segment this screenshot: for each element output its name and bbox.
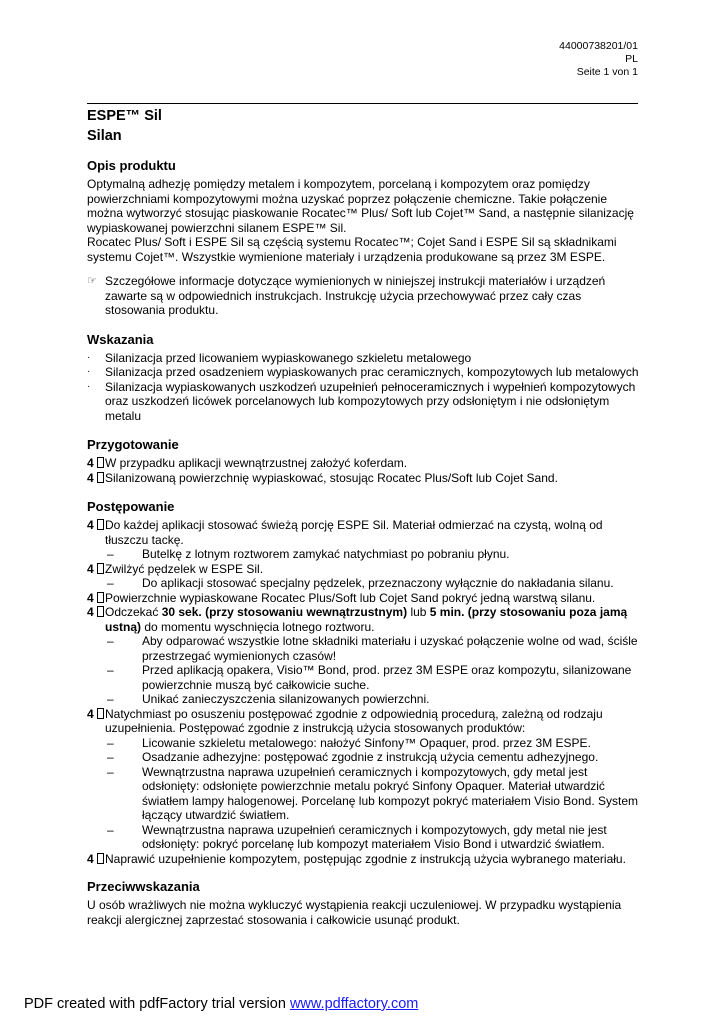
paragraph: Optymalną adhezję pomiędzy metalem i kompozytem, porcelaną i kompozytem oraz pomiędzy powierzchniami kompozytowymi można uzyskać poprzez połączenie chemiczne. Takie połączenie można wytworzyć stosując piaskowanie Rocatec™ Plus/ Soft lub Cojet™ Sand, a następnie silanizację wypiaskowanej powierzchni silanem ESPE™ Sil. xyxy=(87,177,634,235)
bullet: · xyxy=(87,380,91,392)
list-item xyxy=(87,351,640,366)
section-indications xyxy=(87,332,640,424)
step-marker: 4 xyxy=(87,518,105,547)
list-item-text: Silanizacja wypiaskowanych uszkodzeń uzupełnień pełnoceramicznych i wypełnień kompozytowych oraz uszkodzeń licówek porcelanowych lub kompozytowych przy odsłoniętym i nie odsłoniętym metalu xyxy=(105,379,636,423)
footer-text: PDF created with pdfFactory trial version xyxy=(24,996,290,1012)
bullet: · xyxy=(87,351,91,363)
section-description xyxy=(87,158,640,318)
dash: – xyxy=(107,547,114,561)
paragraph: Rocatec Plus/ Soft i ESPE Sil są częścią systemu Rocatec™; Cojet Sand i ESPE Sil są składnikami systemu Cojet™. Wszystkie wymienione materiały i urządzenia produkowane są przez 3M ESPE. xyxy=(87,235,617,264)
sub-item xyxy=(105,765,640,823)
section-heading: Opis produktu xyxy=(87,158,176,173)
note-text: Szczegółowe informacje dotyczące wymienionych w niniejszej instrukcji materiałów i urządzeń zawarte są w odpowiednich instrukcjach. Instrukcję użycia przechowywać przez cały czas stosowania produktu. xyxy=(105,274,606,317)
step-item xyxy=(87,707,640,736)
sub-item-text: Wewnątrzustna naprawa uzupełnień ceramicznych i kompozytowych, gdy metal nie jest odsłonięty: pokryć porcelanę lub kompozyt materiałem Visio Bond i utwardzić światłem. xyxy=(142,822,607,851)
dash: – xyxy=(107,634,114,648)
sub-item xyxy=(105,692,640,707)
step-marker: 4 xyxy=(87,852,105,867)
dash: – xyxy=(107,764,114,779)
sub-item xyxy=(105,663,640,692)
sub-item xyxy=(105,547,640,562)
sub-item xyxy=(105,634,640,663)
dash: – xyxy=(107,750,114,764)
box-glyph-icon xyxy=(97,592,104,603)
sub-item xyxy=(105,750,640,765)
step-text: Naprawić uzupełnienie kompozytem, postępując zgodnie z instrukcją użycia wybranego materiału. xyxy=(105,851,626,866)
sub-item xyxy=(105,576,640,591)
step-marker: 4 xyxy=(87,456,105,471)
bold-time-extraoral: 5 min. (przy stosowaniu poza jamą ustną) xyxy=(105,605,628,634)
sub-item xyxy=(105,823,640,852)
list-item-text: Silanizacja przed licowaniem wypiaskowanego szkieletu metalowego xyxy=(105,350,472,365)
box-glyph-icon xyxy=(97,519,104,530)
step-item xyxy=(87,852,640,867)
step-item xyxy=(87,605,640,634)
section-heading: Postępowanie xyxy=(87,499,175,514)
sub-item xyxy=(105,736,640,751)
sub-item-text: Licowanie szkieletu metalowego: nałożyć Sinfony™ Opaquer, prod. przez 3M ESPE. xyxy=(142,735,591,750)
dash: – xyxy=(107,576,114,590)
product-title: ESPE™ Sil xyxy=(87,108,162,124)
section-heading: Przygotowanie xyxy=(87,437,179,452)
dash: – xyxy=(107,692,114,706)
step-text: Odczekać 30 sek. (przy stosowaniu wewnątrzustnym) lub 5 min. (przy stosowaniu poza jamą ustną) do momentu wyschnięcia lotnego roztworu. xyxy=(105,605,628,634)
dash: – xyxy=(107,735,114,750)
section-preparation xyxy=(87,437,640,485)
box-glyph-icon xyxy=(97,472,104,483)
pdffactory-link[interactable]: www.pdffactory.com xyxy=(289,996,419,1012)
list-item-text: Silanizacja przed osadzeniem wypiaskowanych prac ceramicznych, kompozytowych lub metalowych xyxy=(105,365,639,379)
sub-item-text: Unikać zanieczyszczenia silanizowanych powierzchni. xyxy=(142,692,430,706)
product-subtitle: Silan xyxy=(87,128,122,144)
document-header xyxy=(559,40,638,79)
box-glyph-icon xyxy=(97,457,104,468)
step-item xyxy=(87,456,640,471)
step-marker: 4 xyxy=(87,471,105,486)
box-glyph-icon xyxy=(97,708,104,719)
doc-number: 44000738201/01 xyxy=(559,40,638,52)
step-item xyxy=(87,471,640,486)
page-indicator: Seite 1 von 1 xyxy=(576,66,638,78)
note xyxy=(87,274,640,318)
section-heading: Przeciwwskazania xyxy=(87,879,200,894)
dash: – xyxy=(107,663,114,677)
list-item xyxy=(87,365,640,380)
pointing-hand-icon: ☞ xyxy=(87,275,97,287)
list-item xyxy=(87,380,640,424)
step-item xyxy=(87,562,640,577)
bullet: · xyxy=(87,366,91,377)
sub-item-text: Aby odparować wszystkie lotne składniki materiału i uzyskać połączenie wolne od wad, ściśle przestrzegać wymienionych czasów! xyxy=(142,634,638,663)
bold-time-intraoral: 30 sek. (przy stosowaniu wewnątrzustnym) xyxy=(161,605,408,619)
dash: – xyxy=(107,822,114,837)
sub-item-text: Wewnątrzustna naprawa uzupełnień ceramicznych i kompozytowych, gdy metal jest odsłonięty: odsłonięte powierzchnie metalu pokryć Sinfony Opaquer. Materiał utwardzić światłem lampy halogenowej. Porcelanę lub kompozyt pokryć materiałem Visio Bond. System łączący utwardzić światłem. xyxy=(142,764,639,822)
sub-item-text: Butelkę z lotnym roztworem zamykać natychmiast po pobraniu płynu. xyxy=(142,547,510,561)
step-text: Powierzchnie wypiaskowane Rocatec Plus/Soft lub Cojet Sand pokryć jedną warstwą silanu. xyxy=(105,590,596,605)
language-code: PL xyxy=(625,53,638,65)
step-text: Do każdej aplikacji stosować świeżą porcję ESPE Sil. Materiał odmierzać na czystą, wolną od tłuszczu tackę. xyxy=(105,518,603,547)
step-text: Natychmiast po osuszeniu postępować zgodnie z odpowiednią procedurą, zależną od rodzaju uzupełnienia. Postępować zgodnie z instrukcją użycia stosowanych produktów: xyxy=(105,706,603,735)
header-rule xyxy=(87,103,638,104)
step-marker: 4 xyxy=(87,591,105,606)
sub-item-text: Przed aplikacją opakera, Visio™ Bond, prod. przez 3M ESPE oraz kompozytu, silanizowane powierzchnie muszą być całkowicie suche. xyxy=(142,663,632,692)
sub-item-text: Do aplikacji stosować specjalny pędzelek, przeznaczony wyłącznie do nakładania silanu. xyxy=(142,576,614,590)
document-body xyxy=(87,108,640,927)
box-glyph-icon xyxy=(97,606,104,617)
box-glyph-icon xyxy=(97,853,104,864)
step-marker: 4 xyxy=(87,707,105,736)
step-marker: 4 xyxy=(87,562,105,577)
section-procedure xyxy=(87,499,640,866)
box-glyph-icon xyxy=(97,563,104,574)
sub-item-text: Osadzanie adhezyjne: postępować zgodnie z instrukcją użycia cementu adhezyjnego. xyxy=(142,750,599,764)
step-text: Silanizowaną powierzchnię wypiaskować, stosując Rocatec Plus/Soft lub Cojet Sand. xyxy=(105,470,558,485)
step-item xyxy=(87,518,640,547)
paragraph: U osób wrażliwych nie można wykluczyć wystąpienia reakcji uczuleniowej. W przypadku wystąpienia reakcji alergicznej zaprzestać stosowania i całkowicie usunąć produkt. xyxy=(87,898,622,927)
step-text: W przypadku aplikacji wewnątrzustnej założyć koferdam. xyxy=(105,456,408,470)
step-item xyxy=(87,591,640,606)
step-marker: 4 xyxy=(87,605,105,634)
step-text: Zwilżyć pędzelek w ESPE Sil. xyxy=(105,561,264,576)
section-heading: Wskazania xyxy=(87,331,154,347)
section-contraindications xyxy=(87,879,640,927)
pdf-footer xyxy=(24,996,418,1012)
